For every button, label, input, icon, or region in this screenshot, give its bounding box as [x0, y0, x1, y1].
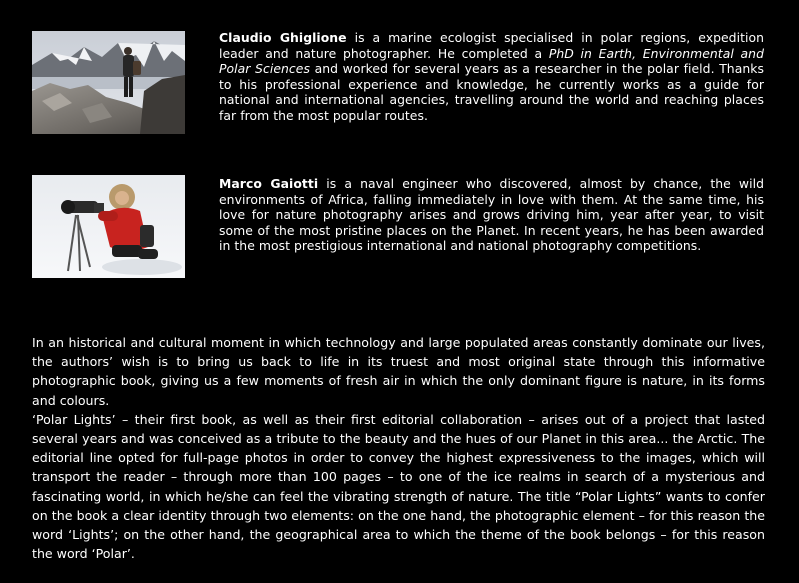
intro-paragraph: In an historical and cultural moment in which technology and large populated areas constantly dominate our lives, the authors’ wish is to bring us back to life in its truest and most original state through this informative photographic book, giving us a few moments of fresh air in which the only dominant figure is nature, in its forms and colours.: [32, 335, 765, 408]
author-name: Marco Gaiotti: [219, 176, 319, 191]
author-photo-marco: [32, 175, 185, 278]
bio-text: and worked for several years as a researcher in the polar field. Thanks to his professional experience and knowledge, he currently works as a guide for national and international agencies, travelling around the world and reaching places far from the most popular routes.: [219, 61, 764, 123]
bio-text: is a marine ecologist specialised in polar regions, expedition leader and nature photographer. He completed a: [219, 30, 765, 61]
author-bio-marco: [219, 176, 764, 254]
bio-text: is a naval engineer who discovered, almost by chance, the wild environments of Africa, falling immediately in love with them. At the same time, his love for nature photography arises and grows driving him, year after year, to visit some of the most pristine places on the Planet. In recent years, he has been awarded in the most prestigious international and national photography competitions.: [219, 176, 764, 254]
author-photo-claudio: [32, 31, 185, 134]
bio-degree: PhD in Earth, Environmental and Polar Sciences: [219, 45, 764, 77]
author-name: Claudio Ghiglione: [219, 30, 347, 45]
intro-paragraph: ‘Polar Lights’ – their first book, as well as their first editorial collaboration – arises out of a project that lasted several years and was conceived as a tribute to the beauty and the hues of our Planet in this area... the Arctic. The editorial line opted for full-page photos in order to convey the highest expressiveness to the images, which will transport the reader – through more than 100 pages – to one of the ice realms in search of a mysterious and fascinating world, in which he/she can feel the vibrating strength of nature. The title “Polar Lights” wants to confer on the book a clear identity through two elements: on the one hand, the photographic element – for this reason the word ‘Lights’; on the other hand, the geographical area to which the theme of the book belongs – for this reason the word ‘Polar’.: [32, 411, 765, 562]
book-description: [32, 333, 765, 563]
author-bio-claudio: [219, 30, 764, 124]
